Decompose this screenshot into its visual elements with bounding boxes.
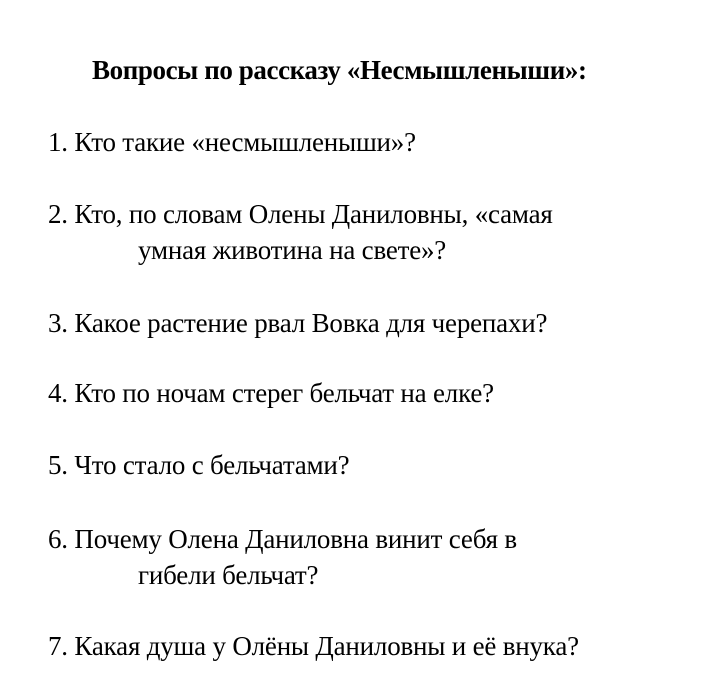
question-text: Что стало с бельчатами? [74, 450, 350, 480]
question-number: 5. [48, 450, 68, 480]
question-number: 4. [48, 378, 68, 408]
question-number: 3. [48, 308, 68, 338]
question-item [48, 196, 553, 268]
question-text: Какое растение рвал Вовка для черепахи? [74, 308, 548, 338]
document-title: Вопросы по рассказу «Несмышленыши»: [92, 55, 587, 85]
question-text: Кто такие «несмышленыши»? [74, 127, 416, 157]
question-number: 7. [48, 631, 68, 661]
question-text: Почему Олена Даниловна винит себя в [74, 524, 517, 554]
question-text-continuation: умная животина на свете»? [138, 235, 447, 265]
question-number: 6. [48, 524, 68, 554]
question-text: Какая душа у Олёны Даниловны и её внука? [74, 631, 579, 661]
question-number: 1. [48, 127, 68, 157]
question-item [48, 305, 547, 341]
question-item [48, 521, 517, 593]
question-item [48, 124, 416, 160]
question-text: Кто по ночам стерег бельчат на елке? [74, 378, 494, 408]
question-text: Кто, по словам Олены Даниловны, «самая [74, 199, 553, 229]
question-text-continuation: гибели бельчат? [138, 560, 319, 590]
question-item [48, 375, 494, 411]
question-number: 2. [48, 199, 68, 229]
question-item [48, 628, 579, 664]
question-item [48, 447, 349, 483]
